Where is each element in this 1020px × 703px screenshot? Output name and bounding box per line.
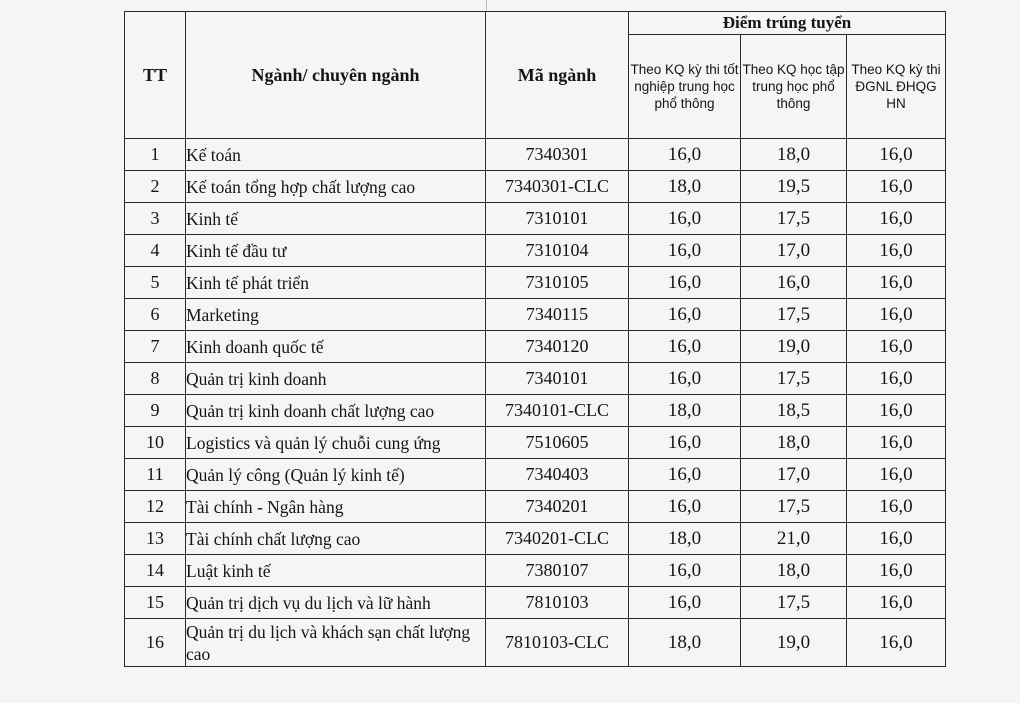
row-number: 3 [125, 203, 186, 235]
row-number: 14 [125, 555, 186, 587]
table-row [125, 139, 946, 171]
table-row [125, 619, 946, 667]
row-score-dgnl: 16,0 [847, 203, 946, 235]
row-score-dgnl: 16,0 [847, 427, 946, 459]
row-number: 10 [125, 427, 186, 459]
table-body [125, 139, 946, 667]
row-major-name: Tài chính chất lượng cao [186, 523, 486, 555]
row-score-thpt: 16,0 [629, 555, 741, 587]
row-score-hocba: 18,0 [741, 139, 847, 171]
row-major-code: 7340101 [486, 363, 629, 395]
row-score-hocba: 18,0 [741, 555, 847, 587]
table-row [125, 459, 946, 491]
table-row [125, 523, 946, 555]
row-score-dgnl: 16,0 [847, 299, 946, 331]
row-major-code: 7310105 [486, 267, 629, 299]
admission-scores-table [124, 11, 946, 667]
row-score-dgnl: 16,0 [847, 171, 946, 203]
row-major-name: Luật kinh tế [186, 555, 486, 587]
row-score-hocba: 19,0 [741, 619, 847, 667]
row-major-code: 7310101 [486, 203, 629, 235]
row-number: 2 [125, 171, 186, 203]
table-row [125, 395, 946, 427]
row-major-name: Quản trị kinh doanh [186, 363, 486, 395]
row-score-hocba: 17,5 [741, 491, 847, 523]
row-number: 12 [125, 491, 186, 523]
header-code: Mã ngành [486, 12, 629, 139]
row-score-thpt: 16,0 [629, 299, 741, 331]
row-score-dgnl: 16,0 [847, 267, 946, 299]
row-number: 11 [125, 459, 186, 491]
row-major-code: 7380107 [486, 555, 629, 587]
row-major-name: Logistics và quản lý chuỗi cung ứng [186, 427, 486, 459]
row-score-thpt: 16,0 [629, 491, 741, 523]
row-score-hocba: 19,5 [741, 171, 847, 203]
row-score-hocba: 18,0 [741, 427, 847, 459]
row-number: 5 [125, 267, 186, 299]
header-score-dgnl: Theo KQ kỳ thi ĐGNL ĐHQG HN [847, 35, 946, 139]
row-score-thpt: 16,0 [629, 235, 741, 267]
row-score-thpt: 16,0 [629, 587, 741, 619]
row-score-hocba: 17,5 [741, 299, 847, 331]
row-major-name: Kinh tế đầu tư [186, 235, 486, 267]
row-score-dgnl: 16,0 [847, 363, 946, 395]
row-score-hocba: 17,5 [741, 203, 847, 235]
row-score-dgnl: 16,0 [847, 619, 946, 667]
row-score-hocba: 16,0 [741, 267, 847, 299]
row-number: 4 [125, 235, 186, 267]
table-header [125, 12, 946, 139]
row-major-code: 7340301 [486, 139, 629, 171]
row-major-code: 7340120 [486, 331, 629, 363]
row-score-thpt: 16,0 [629, 459, 741, 491]
row-major-name: Kế toán tổng hợp chất lượng cao [186, 171, 486, 203]
row-major-code: 7340101-CLC [486, 395, 629, 427]
row-score-dgnl: 16,0 [847, 555, 946, 587]
row-score-thpt: 18,0 [629, 395, 741, 427]
row-major-name: Kế toán [186, 139, 486, 171]
row-score-dgnl: 16,0 [847, 459, 946, 491]
table-row [125, 587, 946, 619]
header-score-hocba: Theo KQ học tập trung học phổ thông [741, 35, 847, 139]
table-row [125, 267, 946, 299]
row-number: 1 [125, 139, 186, 171]
row-score-thpt: 16,0 [629, 203, 741, 235]
row-score-thpt: 16,0 [629, 363, 741, 395]
row-score-dgnl: 16,0 [847, 235, 946, 267]
table-row [125, 491, 946, 523]
row-score-hocba: 17,5 [741, 363, 847, 395]
table-row [125, 427, 946, 459]
row-score-thpt: 18,0 [629, 523, 741, 555]
row-score-hocba: 18,5 [741, 395, 847, 427]
row-score-thpt: 16,0 [629, 331, 741, 363]
row-major-name: Kinh tế [186, 203, 486, 235]
row-major-code: 7340301-CLC [486, 171, 629, 203]
row-major-name: Kinh tế phát triển [186, 267, 486, 299]
table-row [125, 235, 946, 267]
row-score-hocba: 17,5 [741, 587, 847, 619]
row-number: 13 [125, 523, 186, 555]
row-score-thpt: 16,0 [629, 139, 741, 171]
header-major: Ngành/ chuyên ngành [186, 12, 486, 139]
row-score-hocba: 17,0 [741, 235, 847, 267]
table-row [125, 363, 946, 395]
table-row [125, 555, 946, 587]
row-major-name: Quản trị du lịch và khách sạn chất lượng cao [186, 619, 486, 667]
row-score-dgnl: 16,0 [847, 491, 946, 523]
row-major-code: 7810103-CLC [486, 619, 629, 667]
header-score-thpt: Theo KQ kỳ thi tốt nghiệp trung học phổ thông [629, 35, 741, 139]
row-major-name: Marketing [186, 299, 486, 331]
table-row [125, 171, 946, 203]
row-major-name: Quản lý công (Quản lý kinh tế) [186, 459, 486, 491]
row-score-hocba: 21,0 [741, 523, 847, 555]
row-major-name: Quản trị dịch vụ du lịch và lữ hành [186, 587, 486, 619]
header-admission-score-group: Điểm trúng tuyển [629, 12, 946, 35]
row-number: 6 [125, 299, 186, 331]
row-score-hocba: 17,0 [741, 459, 847, 491]
row-major-code: 7510605 [486, 427, 629, 459]
row-major-code: 7310104 [486, 235, 629, 267]
row-major-code: 7340403 [486, 459, 629, 491]
row-major-name: Tài chính - Ngân hàng [186, 491, 486, 523]
row-number: 15 [125, 587, 186, 619]
row-score-thpt: 18,0 [629, 619, 741, 667]
row-major-name: Kinh doanh quốc tế [186, 331, 486, 363]
row-score-dgnl: 16,0 [847, 395, 946, 427]
row-score-dgnl: 16,0 [847, 331, 946, 363]
row-score-hocba: 19,0 [741, 331, 847, 363]
scan-artifact-line [486, 0, 487, 11]
row-score-thpt: 18,0 [629, 171, 741, 203]
table-row [125, 299, 946, 331]
row-score-dgnl: 16,0 [847, 587, 946, 619]
row-number: 7 [125, 331, 186, 363]
header-tt: TT [125, 12, 186, 139]
row-major-code: 7340201 [486, 491, 629, 523]
row-score-dgnl: 16,0 [847, 139, 946, 171]
row-score-thpt: 16,0 [629, 427, 741, 459]
row-major-name: Quản trị kinh doanh chất lượng cao [186, 395, 486, 427]
row-major-code: 7340115 [486, 299, 629, 331]
row-major-code: 7340201-CLC [486, 523, 629, 555]
row-number: 9 [125, 395, 186, 427]
row-major-code: 7810103 [486, 587, 629, 619]
row-score-thpt: 16,0 [629, 267, 741, 299]
table-row [125, 203, 946, 235]
row-number: 8 [125, 363, 186, 395]
table-row [125, 331, 946, 363]
row-number: 16 [125, 619, 186, 667]
row-score-dgnl: 16,0 [847, 523, 946, 555]
